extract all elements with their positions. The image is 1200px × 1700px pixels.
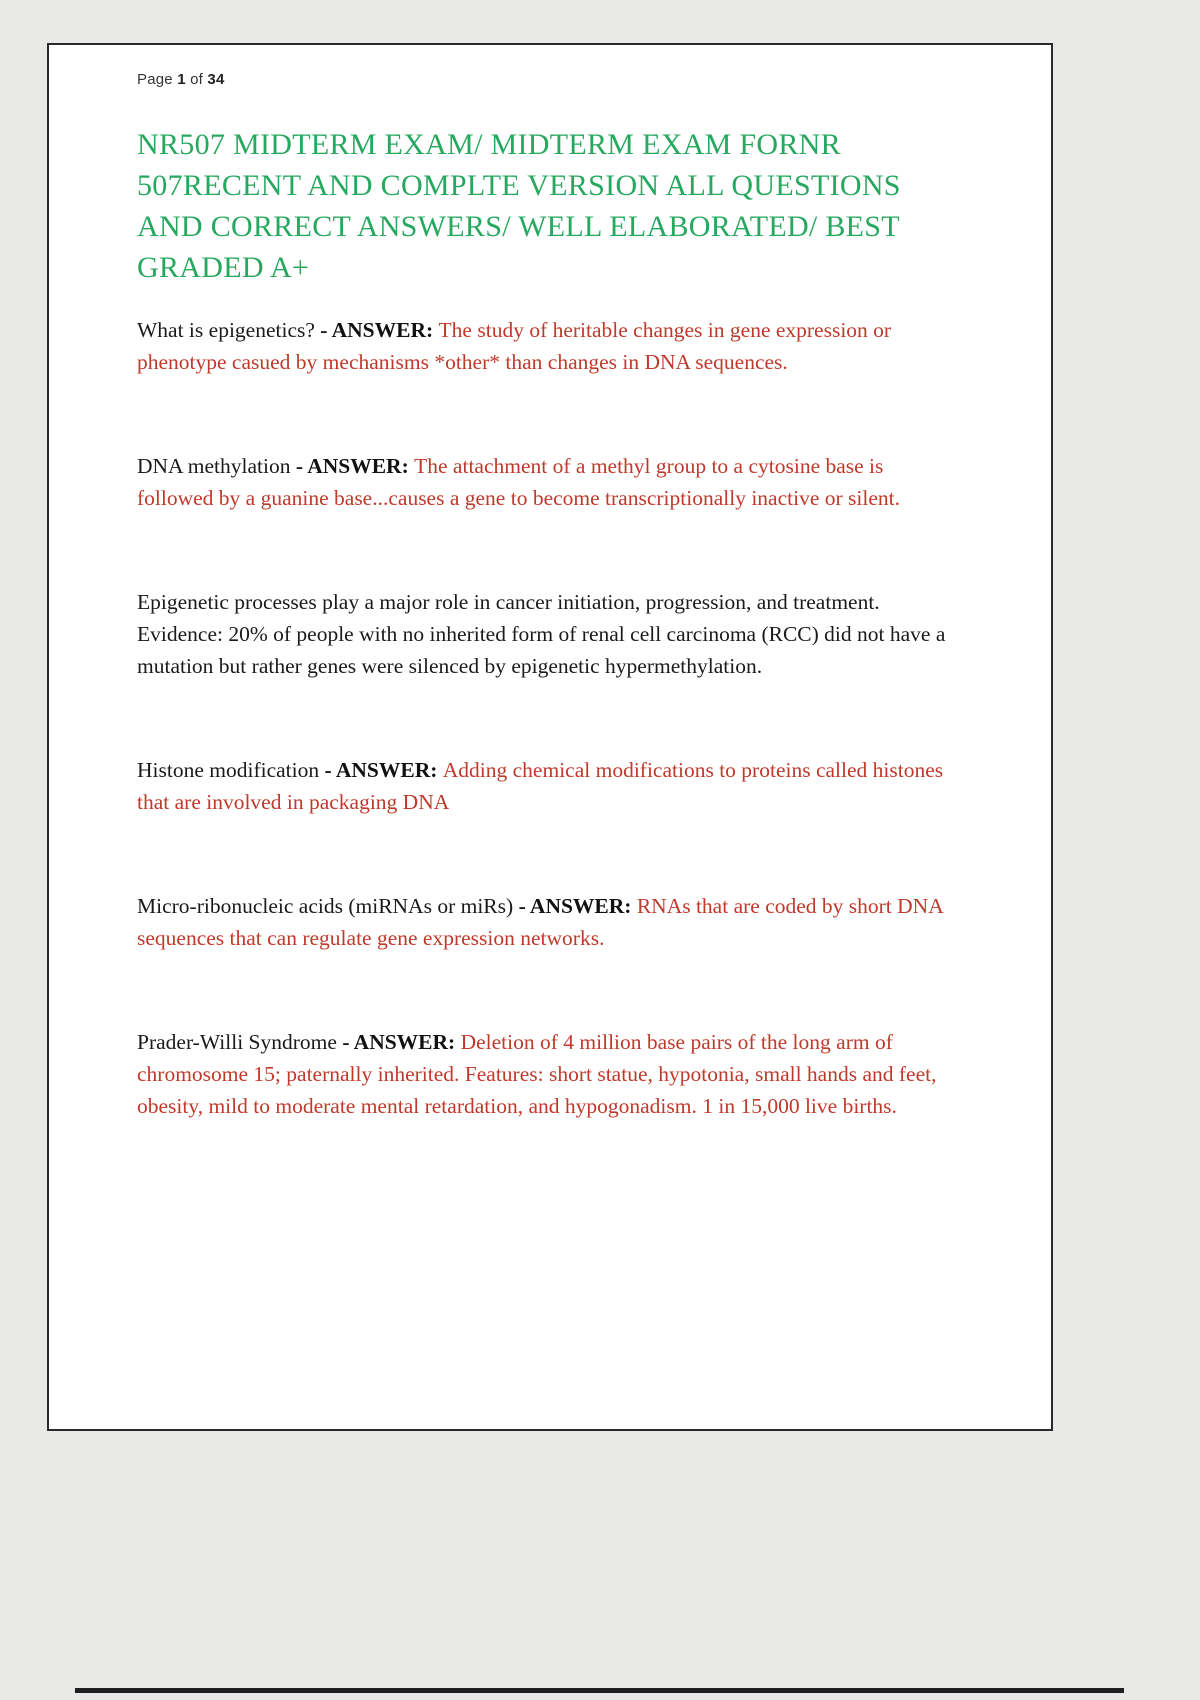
page-number: 1 [177, 71, 186, 88]
answer-label: - ANSWER: [320, 318, 439, 342]
document-page [47, 43, 1053, 1431]
answer-label: - ANSWER: [324, 758, 443, 782]
question-text: Micro-ribonucleic acids (miRNAs or miRs) [137, 894, 519, 918]
question-text: DNA methylation [137, 454, 296, 478]
page-number-label [137, 71, 965, 88]
answer-text: Adding chemical modifications to proteins called histones that are involved in packaging DNA [137, 758, 944, 814]
qa-entry [137, 314, 965, 378]
question-text: Histone modification [137, 758, 325, 782]
page-label-middle: of [185, 71, 208, 88]
question-text: Prader-Willi Syndrome [137, 1030, 343, 1054]
page-label-prefix: Page [137, 71, 178, 88]
answer-text: RNAs that are coded by short DNA sequences that can regulate gene expression networks. [137, 894, 943, 950]
question-text: Epigenetic processes play a major role in cancer initiation, progression, and treatment. Evidence: 20% of people with no inherited form of renal cell carcinoma (RCC) did not have a mutation but rather genes were silenced by epigenetic hypermethylation. [137, 590, 946, 678]
document-title: NR507 MIDTERM EXAM/ MIDTERM EXAM FORNR 507RECENT AND COMPLTE VERSION ALL QUESTIONS AND CORRECT ANSWERS/ WELL ELABORATED/ BEST GRADED A+ [137, 128, 901, 284]
qa-entry [137, 586, 965, 682]
answer-text: The study of heritable changes in gene expression or phenotype casued by mechanisms *other* than changes in DNA sequences. [137, 318, 892, 374]
qa-entry [137, 754, 965, 818]
next-page-top-edge [75, 1688, 1124, 1693]
answer-label: - ANSWER: [295, 454, 415, 478]
total-pages: 34 [207, 71, 225, 88]
answer-text: The attachment of a methyl group to a cytosine base is followed by a guanine base...causes a gene to become transcriptionally inactive or silent. [137, 454, 900, 510]
answer-label: - ANSWER: [518, 894, 637, 918]
question-text: What is epigenetics? [137, 318, 321, 342]
qa-entry [137, 890, 965, 954]
answer-label: - ANSWER: [342, 1030, 461, 1054]
qa-entry [137, 1026, 965, 1122]
answer-text: Deletion of 4 million base pairs of the long arm of chromosome 15; paternally inherited. Features: short statue, hypotonia, small hands and feet, obesity, mild to moderate mental retardation, and hypogonadism. 1 in 15,000 live births. [137, 1030, 937, 1118]
qa-entry [137, 450, 965, 514]
